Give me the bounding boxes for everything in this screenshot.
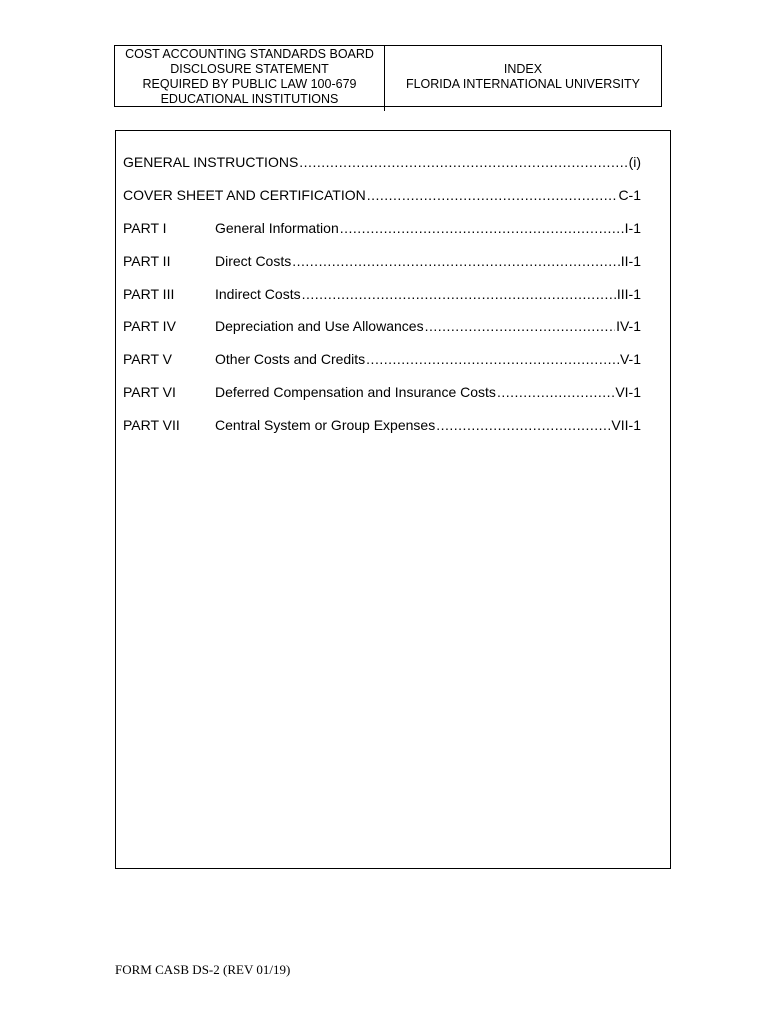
entry-title: Other Costs and Credits (215, 351, 366, 367)
entry-part-label: PART IV (123, 318, 176, 334)
entry-page: II-1 (620, 253, 641, 269)
dot-leader (299, 153, 627, 171)
entry-page: (i) (628, 154, 641, 170)
index-entry-part-4 (123, 317, 641, 335)
index-entry-part-6 (123, 383, 641, 401)
entry-part-label: PART VII (123, 417, 180, 433)
dot-leader (292, 252, 620, 270)
header-right-cell (385, 46, 661, 106)
entry-title: General Information (215, 220, 339, 236)
dot-leader (340, 219, 624, 237)
entry-title: COVER SHEET AND CERTIFICATION (123, 187, 366, 203)
header-title-line-1: COST ACCOUNTING STANDARDS BOARD (125, 47, 374, 61)
entry-title: Depreciation and Use Allowances (215, 318, 424, 334)
entry-page: VI-1 (615, 384, 641, 400)
entry-part-label: PART III (123, 286, 175, 302)
dot-leader (367, 186, 618, 204)
form-id-footer: FORM CASB DS-2 (REV 01/19) (115, 962, 291, 977)
entry-page: V-1 (619, 351, 641, 367)
dot-leader (425, 317, 616, 335)
entry-part-label: PART I (123, 220, 167, 236)
index-entry-cover-sheet (123, 186, 641, 204)
entry-part-label: PART II (123, 253, 171, 269)
header-title-line-4: EDUCATIONAL INSTITUTIONS (160, 92, 339, 106)
entry-page: IV-1 (616, 318, 641, 334)
entry-page: I-1 (624, 220, 641, 236)
entry-page: III-1 (616, 286, 641, 302)
index-entry-part-1 (123, 219, 641, 237)
entry-page: VII-1 (611, 417, 641, 433)
header-title-line-2: DISCLOSURE STATEMENT (170, 62, 329, 76)
dot-leader (366, 350, 619, 368)
entry-title: GENERAL INSTRUCTIONS (123, 154, 299, 170)
header-box (114, 45, 662, 107)
entry-title: Central System or Group Expenses (215, 417, 436, 433)
index-entry-general-instructions (123, 153, 641, 171)
header-divider-tick (384, 105, 385, 111)
entry-part-label: PART VI (123, 384, 176, 400)
header-left-cell (115, 46, 385, 106)
entry-title: Deferred Compensation and Insurance Costs (215, 384, 496, 400)
header-index-label: INDEX (503, 62, 543, 76)
header-institution-name: FLORIDA INTERNATIONAL UNIVERSITY (405, 77, 641, 91)
index-content-box (115, 130, 671, 869)
entry-part-label: PART V (123, 351, 173, 367)
dot-leader (436, 416, 610, 434)
entry-page: C-1 (618, 187, 641, 203)
index-entry-part-5 (123, 350, 641, 368)
index-entry-part-7 (123, 416, 641, 434)
index-entry-part-3 (123, 285, 641, 303)
dot-leader (497, 383, 614, 401)
entry-title: Indirect Costs (215, 286, 301, 302)
header-title-line-3: REQUIRED BY PUBLIC LAW 100-679 (142, 77, 357, 91)
index-entry-part-2 (123, 252, 641, 270)
entry-title: Direct Costs (215, 253, 292, 269)
dot-leader (302, 285, 616, 303)
